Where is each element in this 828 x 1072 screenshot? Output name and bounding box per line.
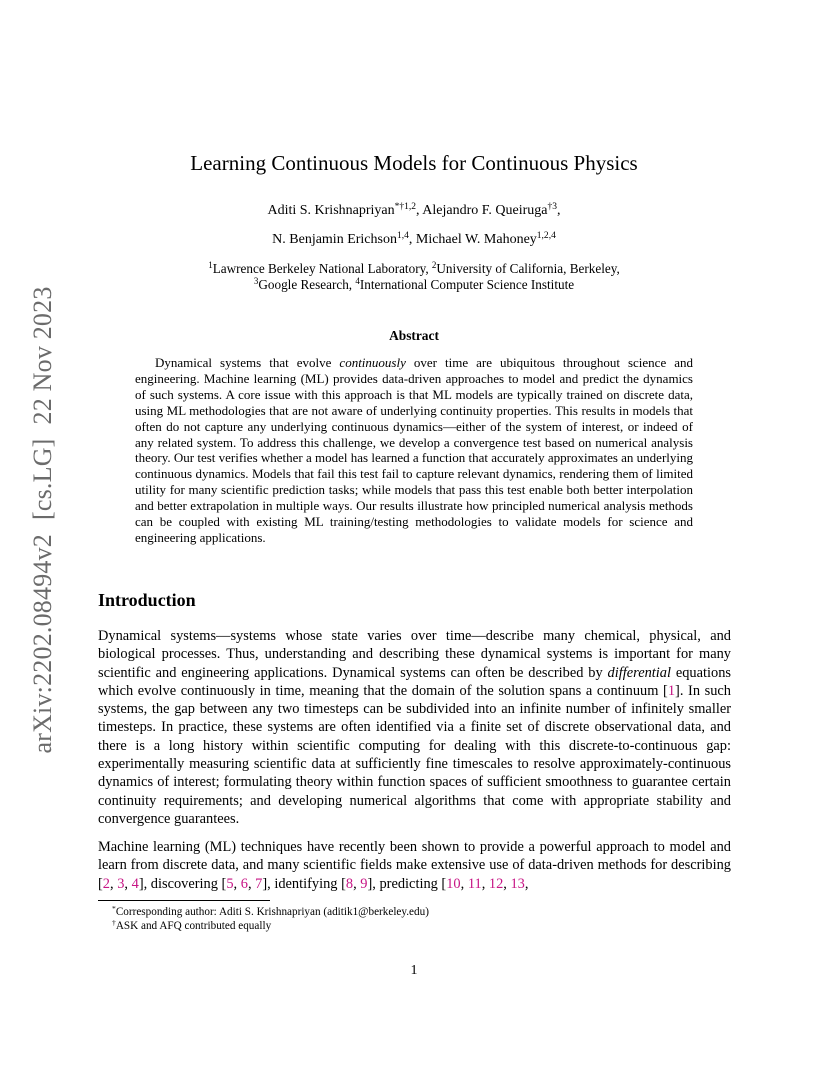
- section-heading-introduction: Introduction: [98, 590, 196, 610]
- citation-link[interactable]: 1: [667, 682, 676, 699]
- text-emphasis: differential: [607, 664, 671, 681]
- arxiv-date: 22 Nov 2023: [28, 286, 57, 425]
- text-fragment: ], discovering [: [138, 875, 227, 892]
- text-fragment: Dynamical systems—systems whose state varies over time—describe many chemical, physical, and biological processes. Thus, understanding and describing these dynamical systems is important for many scientific and engineering applications. Dynamical systems can often be described by: [98, 628, 731, 681]
- separator: ,: [481, 875, 489, 892]
- author-name: Aditi S. Krishnapriyan: [267, 203, 395, 218]
- author-name: Michael W. Mahoney: [415, 232, 537, 247]
- text-fragment: ,: [524, 875, 529, 892]
- affiliation: International Computer Science Institute: [359, 277, 575, 292]
- footnote-rule: [98, 900, 270, 901]
- abstract-text: [135, 355, 693, 546]
- citation-link[interactable]: 5: [226, 875, 234, 892]
- abstract-heading: Abstract: [389, 328, 439, 343]
- affil-mark: 1: [208, 260, 213, 271]
- intro-paragraph-2: [98, 838, 731, 893]
- citation-link[interactable]: 4: [131, 875, 139, 892]
- citation-link[interactable]: 13: [510, 875, 525, 892]
- arxiv-category: [cs.LG]: [28, 438, 57, 520]
- arxiv-stamp: [28, 286, 58, 753]
- text-fragment: Machine learning (ML) techniques have recently been shown to provide a powerful approach to model and learn from discrete data, and many scientific fields make extensive use of data-driven methods for describing [: [98, 839, 731, 892]
- separator: ,: [460, 875, 468, 892]
- affiliation: Lawrence Berkeley National Laboratory,: [212, 261, 429, 276]
- citation-link[interactable]: 10: [446, 875, 461, 892]
- affil-mark: 3: [253, 276, 259, 287]
- text-fragment: ], identifying [: [262, 875, 346, 892]
- citation-link[interactable]: 8: [345, 875, 354, 892]
- intro-paragraph-1: [98, 627, 731, 828]
- author-affil-mark: †3: [547, 201, 558, 212]
- separator: ,: [247, 875, 256, 892]
- text-fragment: equations which evolve continuously in time, meaning that the domain of the solution spans a continuum [: [98, 664, 731, 699]
- footnote-text: Corresponding author: Aditi S. Krishnapriyan (aditik1@berkeley.edu): [115, 906, 429, 918]
- citation-link[interactable]: 9: [360, 875, 368, 892]
- abstract-fragment: Dynamical systems that evolve: [155, 355, 340, 370]
- text-fragment: ]. In such systems, the gap between any two timesteps can be subdivided into an infinite number of infinitely smaller timesteps. In practice, these systems are often identified via a finite set of discrete observational data, and there is a long history within scientific computing for dealing with this discrete-to-continuous gap: experimentally measuring scientific data at sufficiently fine timescales to resolve approximately-continuous dynamics of interest; formulating theory within function spaces of sufficient smoothness to guarantee certain continuity requirements; and developing numerical algorithms that come with appropriate stability and convergence guarantees.: [98, 682, 731, 827]
- author-list: Aditi S. Krishnapriyan$^{*\dagger 1,2}$, Alejandro F. Queiruga$^{\dagger 3}$, N. Benjamin Erichson$^{1,4}$, Michael W. Mahoney$^{1,2,4}$: [267, 201, 561, 247]
- author-name: Alejandro F. Queiruga: [422, 203, 548, 218]
- arxiv-id: arXiv:2202.08494v2: [28, 534, 57, 754]
- author-affil-mark: 1,4: [396, 230, 409, 241]
- text-fragment: ], predicting [: [367, 875, 447, 892]
- affiliations: [0, 261, 828, 293]
- author-name: N. Benjamin Erichson: [272, 232, 397, 247]
- page-number: 1: [410, 963, 418, 978]
- citation-link[interactable]: 3: [117, 875, 125, 892]
- affil-mark: 2: [431, 260, 437, 271]
- abstract-emphasis: continuously: [339, 355, 406, 370]
- citation-link[interactable]: 2: [102, 875, 110, 892]
- footnote-mark: †: [112, 917, 116, 927]
- author-affil-mark: 1,2,4: [536, 230, 556, 241]
- separator: ,: [110, 875, 118, 892]
- affil-mark: 4: [355, 276, 360, 287]
- paper-title: Learning Continuous Models for Continuous Physics: [190, 151, 638, 175]
- citation-link[interactable]: 7: [255, 875, 263, 892]
- affiliation: Google Research,: [258, 277, 353, 292]
- citation-link[interactable]: 6: [240, 875, 248, 892]
- footnote-equal-contribution: [112, 919, 271, 933]
- author-affil-mark: *†1,2: [394, 201, 417, 212]
- citation-link[interactable]: 12: [488, 875, 504, 892]
- footnote-mark: *: [112, 903, 116, 913]
- separator: ,: [233, 875, 241, 892]
- abstract-fragment: over time are ubiquitous throughout science and engineering. Machine learning (ML) provides data-driven approaches to model and predict the dynamics of such systems. A core issue with this approach is that ML models are typically trained on discrete data, using ML methodologies that are not aware of underlying continuity properties. This results in models that often do not capture any underlying continuous dynamics—either of the system of interest, or indeed of any related system. To address this challenge, we develop a convergence test based on numerical analysis theory. Our test verifies whether a model has learned a function that accurately approximates an underlying continuous dynamics. Models that fail this test fail to capture relevant dynamics, rendering them of limited utility for many scientific prediction tasks; while models that pass this test enable both better interpolation and better extrapolation in multiple ways. Our results illustrate how principled numerical analysis methods can be coupled with existing ML training/testing methodologies to validate models for science and engineering applications.: [135, 355, 694, 545]
- separator: ,: [503, 875, 511, 892]
- footnote-text: ASK and AFQ contributed equally: [115, 920, 272, 932]
- separator: ,: [124, 875, 132, 892]
- separator: ,: [353, 875, 361, 892]
- footnote-corresponding-author: [112, 905, 429, 919]
- affiliation: University of California, Berkeley,: [436, 261, 620, 276]
- citation-link[interactable]: 11: [467, 875, 482, 892]
